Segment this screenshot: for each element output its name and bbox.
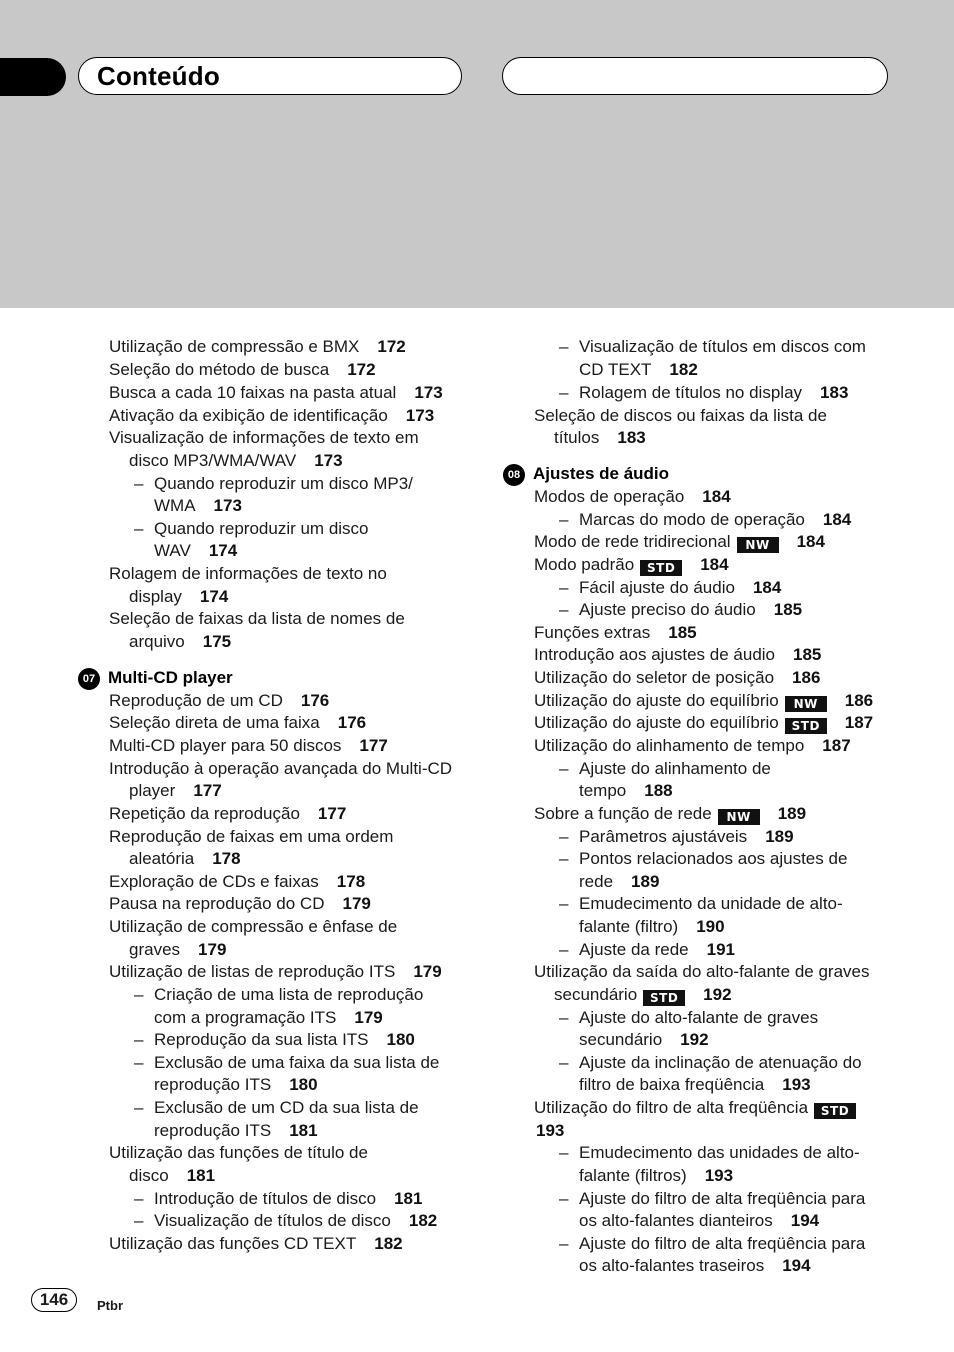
entry-text: Modo de rede tridirecional: [534, 532, 731, 551]
toc-entry: [109, 563, 387, 585]
entry-text: Visualização de informações de texto em: [109, 428, 419, 447]
toc-entry: [559, 577, 781, 599]
entry-text: graves: [129, 940, 181, 959]
entry-page-number: 175: [202, 632, 232, 651]
toc-entry: [534, 961, 869, 983]
toc-entry: [534, 1097, 856, 1119]
toc-entry: [109, 1142, 368, 1164]
toc-entry: [134, 1029, 415, 1051]
entry-text: secundário: [579, 1030, 663, 1049]
toc-entry: [579, 1029, 709, 1051]
toc-entry: [134, 1052, 439, 1074]
entry-text: Utilização da saída do alto-falante de graves: [534, 962, 870, 981]
page-title: Conteúdo: [97, 61, 220, 91]
toc-entry: [109, 961, 442, 983]
toc-entry: [129, 586, 228, 608]
toc-entry: [579, 871, 659, 893]
entry-text: Pontos relacionados aos ajustes de: [579, 849, 848, 868]
entry-page-number: 183: [820, 383, 849, 402]
toc-entry: [534, 644, 821, 666]
entry-text: Utilização do seletor de posição: [534, 668, 775, 687]
entry-text: Seleção de faixas da lista de nomes de: [109, 609, 405, 628]
entry-page-number: 173: [414, 383, 443, 402]
section-number-badge: 08: [503, 464, 525, 486]
subentry-dash: –: [559, 894, 569, 913]
toc-entry: [559, 1233, 865, 1255]
entry-text: Modos de operação: [534, 487, 685, 506]
entry-page-number: 174: [199, 587, 229, 606]
toc-entry: [579, 916, 725, 938]
entry-text: Exclusão de uma faixa da sua lista de: [154, 1053, 440, 1072]
toc-entry: [579, 1255, 811, 1277]
entry-text: Parâmetros ajustáveis: [579, 827, 748, 846]
toc-entry: [559, 382, 848, 404]
entry-text: Ajuste do filtro de alta freqüência para: [579, 1234, 866, 1253]
entry-page-number: 194: [782, 1256, 811, 1275]
entry-text: tempo: [579, 781, 627, 800]
title-pill: [78, 57, 462, 95]
entry-page-number: 184: [702, 487, 731, 506]
entry-page-number: 193: [536, 1121, 565, 1140]
toc-entry: [109, 690, 329, 712]
entry-text: Utilização do ajuste do equilíbrio: [534, 713, 779, 732]
entry-page-number: 193: [704, 1166, 734, 1185]
subentry-dash: –: [559, 1143, 569, 1162]
entry-page-number: 194: [790, 1211, 820, 1230]
entry-text: Emudecimento das unidades de alto-: [579, 1143, 860, 1162]
entry-page-number: 177: [193, 781, 222, 800]
toc-entry: [129, 631, 231, 653]
toc-entry: [554, 984, 732, 1006]
entry-text: Reprodução da sua lista ITS: [154, 1030, 369, 1049]
entry-page-number: 181: [186, 1166, 216, 1185]
entry-page-number: 193: [782, 1075, 811, 1094]
entry-page-number: 181: [289, 1121, 318, 1140]
subentry-dash: –: [134, 985, 144, 1004]
subentry-dash: –: [559, 337, 569, 356]
toc-entry: [559, 509, 851, 531]
section-heading: [78, 667, 233, 690]
page-number: 146: [31, 1288, 77, 1312]
entry-text: Quando reproduzir um disco: [154, 519, 369, 538]
entry-page-number: 189: [631, 872, 660, 891]
toc-entry: [559, 336, 866, 358]
toc-entry: [129, 848, 241, 870]
entry-text: Reprodução de um CD: [109, 691, 283, 710]
toc-entry: [109, 803, 346, 825]
entry-page-number: 184: [752, 578, 782, 597]
entry-text: Utilização de listas de reprodução ITS: [109, 962, 396, 981]
entry-text: Quando reproduzir um disco MP3/: [154, 474, 413, 493]
toc-entry: [554, 427, 646, 449]
entry-page-number: 192: [680, 1030, 709, 1049]
subentry-dash: –: [134, 1030, 144, 1049]
entry-text: Introdução aos ajustes de áudio: [534, 645, 776, 664]
entry-page-number: 188: [644, 781, 673, 800]
entry-text: reprodução ITS: [154, 1121, 272, 1140]
toc-entry: [109, 608, 405, 630]
entry-page-number: 185: [668, 623, 697, 642]
entry-page-number: 184: [796, 532, 825, 551]
entry-text: Pausa na reprodução do CD: [109, 894, 325, 913]
entry-page-number: 180: [289, 1075, 318, 1094]
entry-page-number: 181: [394, 1189, 423, 1208]
entry-text: player: [129, 781, 176, 800]
entry-text: display: [129, 587, 182, 606]
nw-mode-badge: NW: [737, 537, 779, 553]
entry-page-number: 187: [822, 736, 851, 755]
toc-entry: [559, 599, 802, 621]
subentry-dash: –: [134, 1098, 144, 1117]
toc-entry: [129, 939, 226, 961]
toc-entry: [534, 622, 697, 644]
entry-page-number: 179: [413, 962, 442, 981]
entry-page-number: 179: [198, 940, 227, 959]
toc-entry: [559, 939, 735, 961]
toc-entry: [134, 1097, 419, 1119]
toc-entry: [134, 473, 413, 495]
toc-entry: [559, 1007, 818, 1029]
entry-page-number: 190: [696, 917, 725, 936]
entry-page-number: 174: [208, 541, 238, 560]
toc-entry: [534, 690, 873, 712]
entry-text: Ajuste da rede: [579, 940, 689, 959]
toc-entry: [534, 803, 806, 825]
toc-entry: [109, 826, 393, 848]
entry-text: reprodução ITS: [154, 1075, 272, 1094]
subentry-dash: –: [559, 1053, 569, 1072]
subentry-dash: –: [559, 759, 569, 778]
entry-page-number: 189: [765, 827, 794, 846]
entry-text: Utilização do ajuste do equilíbrio: [534, 691, 779, 710]
entry-page-number: 189: [777, 804, 807, 823]
section-number-badge: 07: [78, 668, 100, 690]
entry-page-number: 184: [700, 555, 729, 574]
toc-entry: [559, 1142, 860, 1164]
entry-text: aleatória: [129, 849, 195, 868]
entry-text: Reprodução de faixas em uma ordem: [109, 827, 394, 846]
toc-entry: [109, 382, 443, 404]
entry-text: Rolagem de títulos no display: [579, 383, 803, 402]
entry-page-number: 172: [347, 360, 376, 379]
entry-text: Sobre a função de rede: [534, 804, 712, 823]
entry-page-number: 177: [359, 736, 388, 755]
toc-entry: [559, 758, 771, 780]
nw-mode-badge: NW: [785, 696, 827, 712]
toc-entry: [534, 667, 820, 689]
entry-text: Utilização do alinhamento de tempo: [534, 736, 805, 755]
toc-entry: [579, 1210, 819, 1232]
entry-text: Utilização de compressão e ênfase de: [109, 917, 398, 936]
subentry-dash: –: [559, 1234, 569, 1253]
entry-page-number: 186: [792, 668, 821, 687]
toc-entry: [154, 540, 237, 562]
entry-text: Seleção de discos ou faixas da lista de: [534, 406, 827, 425]
entry-text: WAV: [154, 541, 191, 560]
entry-page-number: 173: [213, 496, 242, 515]
entry-text: Criação de uma lista de reprodução: [154, 985, 424, 1004]
subentry-dash: –: [559, 1189, 569, 1208]
toc-entry: [579, 1074, 811, 1096]
toc-entry: [134, 1188, 422, 1210]
entry-text: Exploração de CDs e faixas: [109, 872, 319, 891]
entry-page-number: 192: [703, 985, 732, 1004]
section-title: Multi-CD player: [108, 668, 233, 687]
entry-text: com a programação ITS: [154, 1008, 337, 1027]
toc-entry: [109, 359, 376, 381]
subentry-dash: –: [559, 940, 569, 959]
std-mode-badge: STD: [643, 990, 685, 1006]
entry-page-number: 185: [793, 645, 822, 664]
entry-text: falante (filtros): [579, 1166, 687, 1185]
subentry-dash: –: [559, 600, 569, 619]
entry-text: secundário: [554, 985, 638, 1004]
std-mode-badge: STD: [785, 718, 827, 734]
entry-text: disco: [129, 1166, 169, 1185]
entry-text: Multi-CD player para 50 discos: [109, 736, 342, 755]
entry-text: Marcas do modo de operação: [579, 510, 805, 529]
toc-entry: [559, 893, 843, 915]
toc-entry: [559, 1188, 865, 1210]
toc-entry: [109, 893, 371, 915]
entry-text: Emudecimento da unidade de alto-: [579, 894, 843, 913]
toc-entry: [536, 1120, 564, 1142]
subentry-dash: –: [134, 1053, 144, 1072]
entry-text: Modo padrão: [534, 555, 635, 574]
header-band: [0, 0, 954, 308]
entry-text: arquivo: [129, 632, 185, 651]
entry-text: WMA: [154, 496, 196, 515]
entry-text: Seleção direta de uma faixa: [109, 713, 320, 732]
toc-entry: [579, 359, 698, 381]
entry-page-number: 177: [317, 804, 347, 823]
entry-text: Ajuste preciso do áudio: [579, 600, 756, 619]
section-heading: [503, 463, 669, 486]
toc-entry: [559, 848, 847, 870]
toc-entry: [109, 916, 397, 938]
entry-page-number: 178: [212, 849, 241, 868]
entry-page-number: 178: [336, 872, 366, 891]
entry-page-number: 191: [706, 940, 736, 959]
subentry-dash: –: [559, 578, 569, 597]
toc-entry: [109, 336, 406, 358]
entry-page-number: 176: [300, 691, 330, 710]
toc-entry: [559, 826, 794, 848]
entry-text: Introdução à operação avançada do Multi-CD: [109, 759, 453, 778]
entry-text: os alto-falantes traseiros: [579, 1256, 765, 1275]
subentry-dash: –: [559, 383, 569, 402]
toc-entry: [154, 1074, 318, 1096]
std-mode-badge: STD: [814, 1103, 856, 1119]
subentry-dash: –: [134, 474, 144, 493]
nw-mode-badge: NW: [718, 809, 760, 825]
entry-page-number: 182: [408, 1211, 438, 1230]
entry-text: Ajuste do alinhamento de: [579, 759, 771, 778]
toc-entry: [559, 1052, 862, 1074]
toc-entry: [109, 427, 419, 449]
entry-page-number: 182: [374, 1234, 403, 1253]
entry-text: Utilização de compressão e BMX: [109, 337, 360, 356]
entry-text: disco MP3/WMA/WAV: [129, 451, 297, 470]
entry-text: Visualização de títulos em discos com: [579, 337, 866, 356]
toc-entry: [109, 1233, 403, 1255]
entry-page-number: 179: [342, 894, 371, 913]
toc-entry: [109, 405, 434, 427]
subentry-dash: –: [134, 1189, 144, 1208]
entry-text: Exclusão de um CD da sua lista de: [154, 1098, 419, 1117]
entry-page-number: 173: [314, 451, 343, 470]
toc-entry: [579, 1165, 733, 1187]
entry-text: Rolagem de informações de texto no: [109, 564, 387, 583]
entry-text: Ativação da exibição de identificação: [109, 406, 388, 425]
entry-page-number: 182: [669, 360, 698, 379]
toc-entry: [579, 780, 673, 802]
entry-text: Busca a cada 10 faixas na pasta atual: [109, 383, 397, 402]
entry-text: títulos: [554, 428, 600, 447]
entry-text: Funções extras: [534, 623, 651, 642]
subentry-dash: –: [559, 849, 569, 868]
toc-entry: [129, 1165, 215, 1187]
entry-page-number: 172: [377, 337, 406, 356]
entry-page-number: 185: [773, 600, 803, 619]
entry-page-number: 173: [405, 406, 435, 425]
entry-text: rede: [579, 872, 614, 891]
toc-entry: [154, 495, 242, 517]
std-mode-badge: STD: [640, 560, 682, 576]
entry-text: Seleção do método de busca: [109, 360, 330, 379]
empty-pill: [502, 57, 888, 95]
entry-text: Repetição da reprodução: [109, 804, 300, 823]
entry-page-number: 186: [844, 691, 874, 710]
toc-entry: [134, 518, 369, 540]
entry-text: os alto-falantes dianteiros: [579, 1211, 773, 1230]
entry-text: Utilização das funções de título de: [109, 1143, 368, 1162]
section-title: Ajustes de áudio: [533, 464, 670, 483]
toc-entry: [129, 780, 222, 802]
entry-text: Ajuste da inclinação de atenuação do: [579, 1053, 862, 1072]
entry-page-number: 179: [354, 1008, 383, 1027]
toc-entry: [534, 712, 873, 734]
toc-entry: [134, 984, 423, 1006]
toc-entry: [109, 712, 366, 734]
toc-entry: [154, 1007, 383, 1029]
subentry-dash: –: [559, 827, 569, 846]
entry-page-number: 180: [386, 1030, 415, 1049]
toc-entry: [534, 554, 729, 576]
toc-entry: [129, 450, 343, 472]
entry-page-number: 184: [822, 510, 852, 529]
subentry-dash: –: [559, 1008, 569, 1027]
entry-text: Utilização das funções CD TEXT: [109, 1234, 357, 1253]
subentry-dash: –: [134, 519, 144, 538]
entry-text: CD TEXT: [579, 360, 652, 379]
entry-text: Introdução de títulos de disco: [154, 1189, 377, 1208]
toc-entry: [534, 735, 851, 757]
toc-entry: [534, 486, 731, 508]
toc-entry: [534, 405, 827, 427]
entry-text: filtro de baixa freqüência: [579, 1075, 765, 1094]
entry-text: Fácil ajuste do áudio: [579, 578, 735, 597]
toc-entry: [534, 531, 825, 553]
language-code: Ptbr: [97, 1298, 123, 1313]
toc-entry: [134, 1210, 437, 1232]
entry-page-number: 176: [337, 713, 367, 732]
entry-text: Ajuste do alto-falante de graves: [579, 1008, 819, 1027]
entry-page-number: 187: [844, 713, 874, 732]
section-tab: [0, 58, 66, 96]
entry-text: Ajuste do filtro de alta freqüência para: [579, 1189, 866, 1208]
toc-entry: [154, 1120, 318, 1142]
toc-entry: [109, 758, 452, 780]
entry-text: Utilização do filtro de alta freqüência: [534, 1098, 809, 1117]
entry-page-number: 183: [617, 428, 646, 447]
subentry-dash: –: [134, 1211, 144, 1230]
entry-text: Visualização de títulos de disco: [154, 1211, 391, 1230]
toc-entry: [109, 735, 388, 757]
subentry-dash: –: [559, 510, 569, 529]
entry-text: falante (filtro): [579, 917, 679, 936]
toc-entry: [109, 871, 365, 893]
